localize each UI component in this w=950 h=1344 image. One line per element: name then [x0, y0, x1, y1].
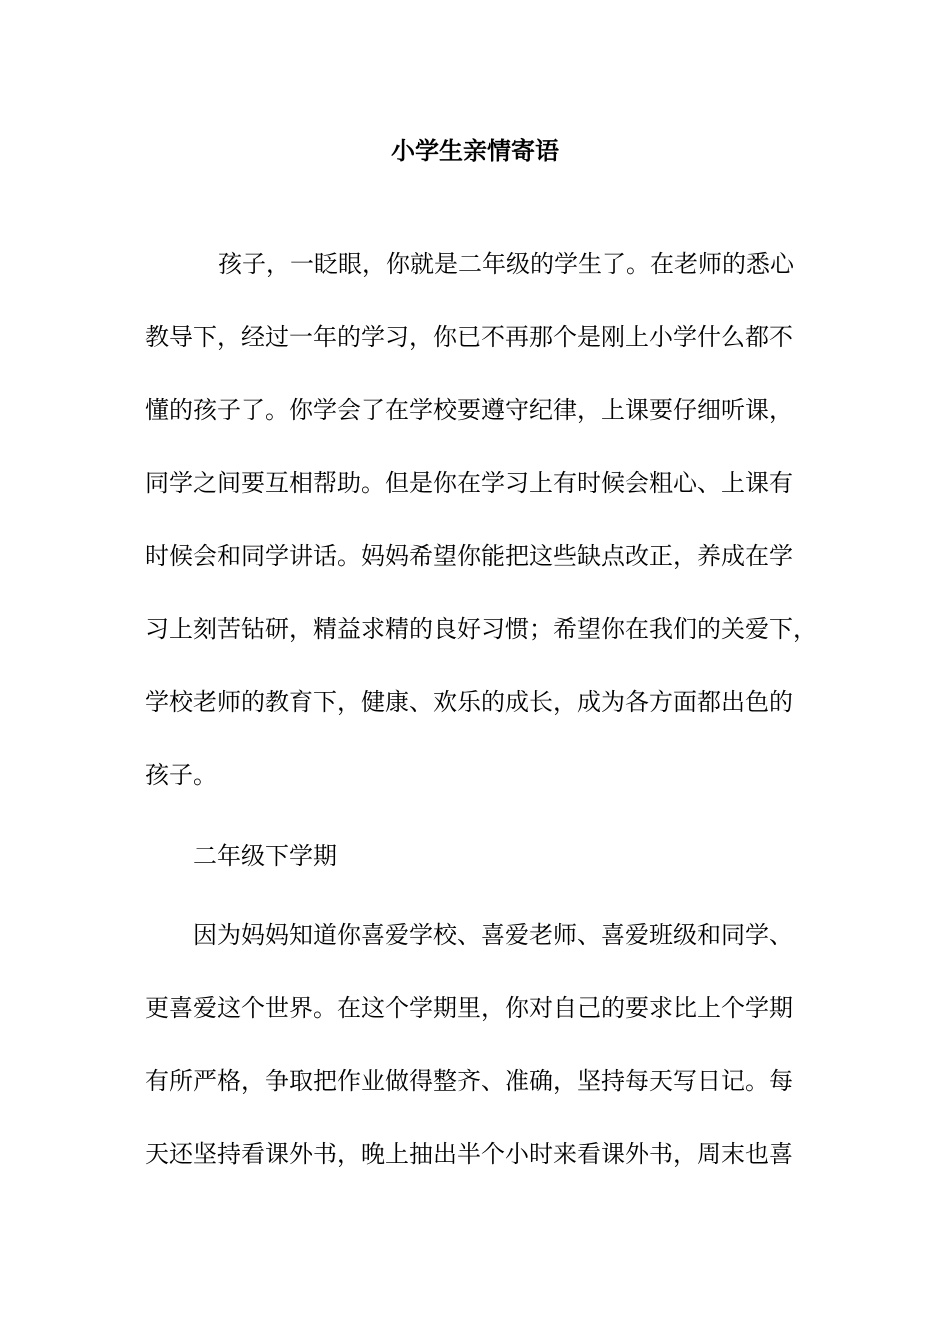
- paragraph-line: 更喜爱这个世界。在这个学期里，你对自己的要求比上个学期: [145, 994, 793, 1022]
- paragraph-line: 因为妈妈知道你喜爱学校、喜爱老师、喜爱班级和同学、: [193, 921, 793, 949]
- paragraph-line: 懂的孩子了。你学会了在学校要遵守纪律，上课要仔细听课，: [145, 396, 793, 424]
- paragraph-line: 有所严格，争取把作业做得整齐、准确，坚持每天写日记。每: [145, 1067, 793, 1095]
- paragraph-line: 孩子，一眨眼，你就是二年级的学生了。在老师的悉心: [218, 250, 794, 278]
- section-heading: 二年级下学期: [193, 842, 337, 870]
- paragraph-line: 同学之间要互相帮助。但是你在学习上有时候会粗心、上课有: [145, 469, 793, 497]
- document-title: 小学生亲情寄语: [391, 136, 559, 165]
- paragraph-line: 孩子。: [145, 761, 217, 789]
- paragraph-line: 学校老师的教育下，健康、欢乐的成长，成为各方面都出色的: [145, 688, 793, 716]
- paragraph-line: 习上刻苦钻研，精益求精的良好习惯；希望你在我们的关爱下，: [145, 615, 817, 643]
- paragraph-line: 时候会和同学讲话。妈妈希望你能把这些缺点改正，养成在学: [145, 542, 793, 570]
- paragraph-line: 教导下，经过一年的学习，你已不再那个是刚上小学什么都不: [145, 323, 793, 351]
- paragraph-line: 天还坚持看课外书，晚上抽出半个小时来看课外书，周末也喜: [145, 1140, 793, 1168]
